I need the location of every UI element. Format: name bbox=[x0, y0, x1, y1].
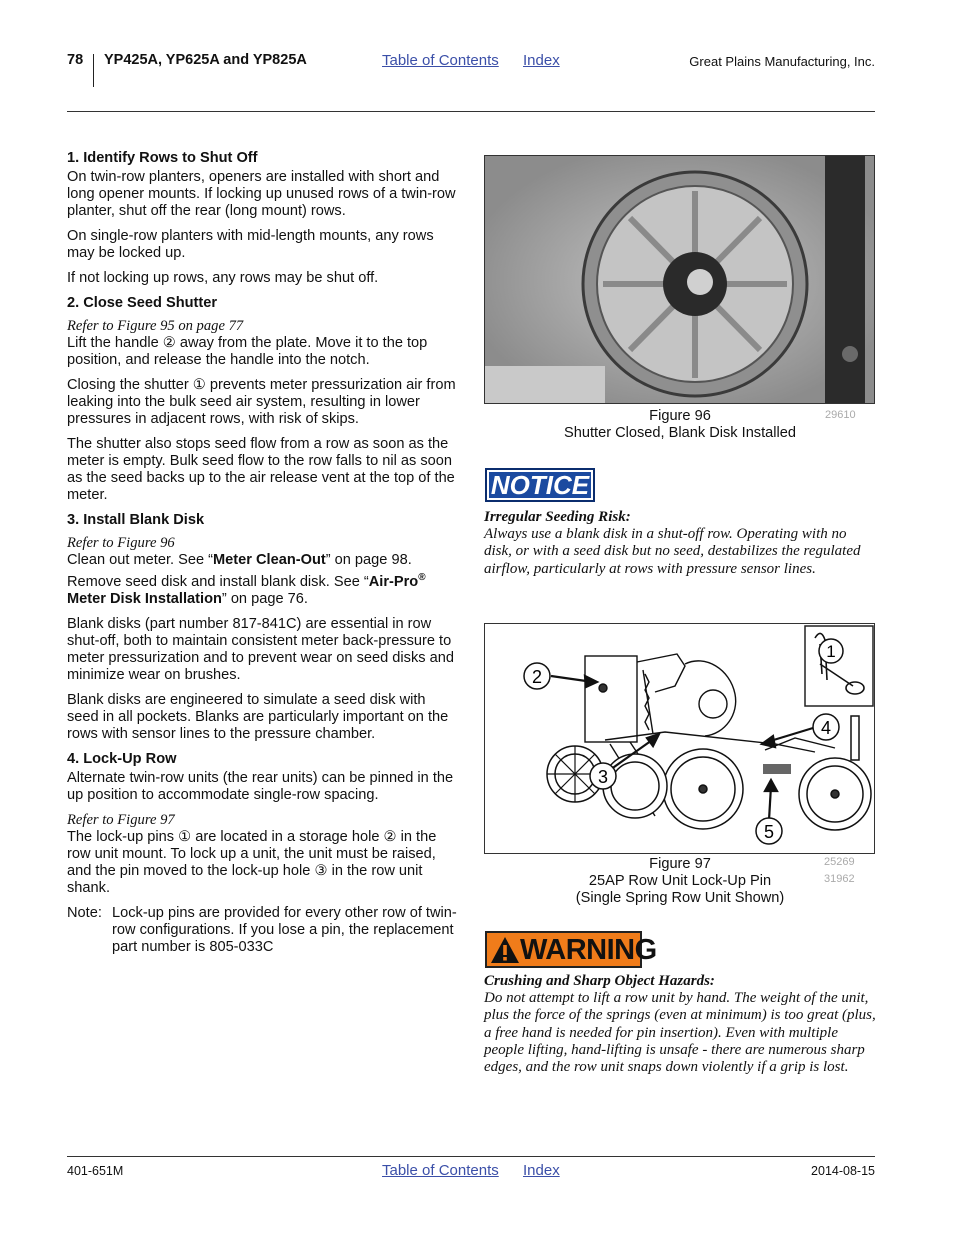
figure-97-diagram bbox=[484, 623, 875, 854]
note-text: Lock-up pins are provided for every other row of twin-row configurations. If you lose a pin, the replacement part number is 805-033C bbox=[112, 904, 457, 955]
section2-para3: The shutter also stops seed flow from a row as soon as the meter is empty. Bulk seed flow to the row falls to nil as soon as the seed backs up to the air release vent at the top of the meter. bbox=[67, 436, 455, 503]
text-run: Clean out meter. See “ bbox=[67, 552, 214, 568]
meter-cleanout-xref[interactable]: Meter Clean-Out bbox=[213, 552, 326, 568]
section1-para1: On twin-row planters, openers are installed with short and long opener mounts. If locking up unused rows of a twin-row planter, shut off the rear (long mount) rows. bbox=[67, 169, 456, 219]
notice-badge bbox=[485, 468, 595, 502]
section2-para1: Lift the handle ② away from the plate. Move it to the top position, and release the handle into the notch. bbox=[67, 335, 428, 368]
text-run: Air-Pro bbox=[368, 573, 419, 590]
section3-heading: 3. Install Blank Disk bbox=[67, 512, 205, 528]
notice-text: Always use a blank disk in a shut-off row. Operating with no disk, or with a seed disk but no seed, destabilizes the regulated airflow, particularly at rows with pressure sensor lines. bbox=[484, 526, 861, 577]
notice-block bbox=[484, 509, 876, 578]
callout-5: 5 bbox=[763, 822, 775, 842]
section4-ref: Refer to Figure 97 bbox=[67, 811, 175, 828]
section1-para2: On single-row planters with mid-length mounts, any rows may be locked up. bbox=[67, 228, 434, 261]
row-unit-illustration bbox=[485, 624, 875, 854]
footer-toc-link[interactable]: Table of Contents bbox=[382, 1162, 499, 1179]
seed-meter-illustration bbox=[485, 156, 875, 404]
notice-title: Irregular Seeding Risk: bbox=[484, 509, 631, 525]
registered-mark: ® bbox=[418, 572, 426, 583]
warning-badge bbox=[485, 931, 657, 968]
manual-title: YP425A, YP625A and YP825A bbox=[104, 52, 307, 68]
text-run: Meter Disk Installation bbox=[67, 590, 222, 607]
section4-heading: 4. Lock-Up Row bbox=[67, 750, 177, 767]
figure-97-caption bbox=[484, 856, 876, 907]
header-divider bbox=[93, 54, 94, 87]
figure-96-title: Shutter Closed, Blank Disk Installed bbox=[564, 425, 796, 441]
figure-97-subtitle: (Single Spring Row Unit Shown) bbox=[575, 890, 785, 906]
left-column bbox=[67, 150, 459, 956]
footer-index-link[interactable]: Index bbox=[523, 1162, 560, 1179]
note-label: Note: bbox=[67, 904, 102, 921]
text-run: ” on page 76. bbox=[221, 590, 308, 607]
callout-3: 3 bbox=[597, 767, 609, 787]
warning-block bbox=[484, 973, 876, 1076]
notice-label: NOTICE bbox=[490, 470, 590, 500]
section1-heading: 1. Identify Rows to Shut Off bbox=[67, 150, 258, 166]
company-name: Great Plains Manufacturing, Inc. bbox=[689, 54, 875, 69]
section4-para2: The lock-up pins ① are located in a storage hole ② in the row unit mount. To lock up a unit, the unit must be raised, and the pin moved to the lock-up hole ③ in the row unit shank. bbox=[67, 828, 437, 896]
callout-2: 2 bbox=[531, 667, 543, 687]
section4-para1: Alternate twin-row units (the rear units) can be pinned in the up position to accommodate single-row spacing. bbox=[67, 769, 454, 803]
doc-date: 2014-08-15 bbox=[811, 1164, 875, 1178]
header-index-link[interactable]: Index bbox=[523, 52, 560, 69]
figure-96-photo bbox=[484, 155, 875, 404]
figure-96-label: Figure 96 bbox=[649, 408, 711, 424]
page-number: 78 bbox=[67, 52, 84, 68]
section3-para2: Blank disks (part number 817-841C) are essential in row shut-off, both to maintain consistent meter back-pressure to meter pressurization and to prevent wear on seed disks and minimize wear on brushes. bbox=[67, 615, 454, 683]
figure-96-caption bbox=[484, 408, 876, 442]
callout-4: 4 bbox=[820, 718, 832, 738]
figure-97-number-2: 31962 bbox=[824, 873, 855, 885]
header-rule bbox=[67, 111, 875, 112]
section3-para1 bbox=[67, 552, 459, 608]
section3-ref: Refer to Figure 96 bbox=[67, 535, 175, 551]
warning-text: Do not attempt to lift a row unit by hand. The weight of the unit, plus the force of the springs (even at minimum) is too great (plus, a free hand is needed for pin insertion). Even with multiple people lifting, hand-lifting is unsafe - there are numerous sharp edges, and the row unit snaps down violently if a grip is lost. bbox=[484, 990, 876, 1076]
section2-heading: 2. Close Seed Shutter bbox=[67, 295, 218, 311]
note bbox=[67, 905, 459, 956]
text-run: ” on page 98. Remove seed disk and install blank disk. See “ bbox=[67, 552, 412, 590]
figure-96-number: 29610 bbox=[825, 409, 856, 421]
section3-para3: Blank disks are engineered to simulate a seed disk with seed in all pockets. Blanks are particularly important on the rows with sensor lines to the pressure chamber. bbox=[67, 691, 449, 742]
doc-number: 401-651M bbox=[67, 1164, 124, 1178]
figure-97-number-1: 25269 bbox=[824, 856, 855, 868]
section2-para2: Closing the shutter ① prevents meter pressurization air from leaking into the bulk seed air system, resulting in lower pressures in adjacent rows, with risk of skips. bbox=[67, 377, 456, 427]
warning-label: WARNING bbox=[520, 934, 657, 966]
header-toc-link[interactable]: Table of Contents bbox=[382, 52, 499, 69]
section2-ref: Refer to Figure 95 on page 77 bbox=[67, 318, 244, 334]
warning-triangle-icon bbox=[490, 935, 520, 965]
warning-title: Crushing and Sharp Object Hazards: bbox=[484, 973, 715, 989]
figure-97-label: Figure 97 bbox=[649, 856, 711, 872]
section1-para3: If not locking up rows, any rows may be shut off. bbox=[67, 270, 379, 286]
figure-97-title: 25AP Row Unit Lock-Up Pin bbox=[588, 873, 772, 889]
footer-rule bbox=[67, 1156, 875, 1157]
callout-1: 1 bbox=[826, 642, 836, 661]
